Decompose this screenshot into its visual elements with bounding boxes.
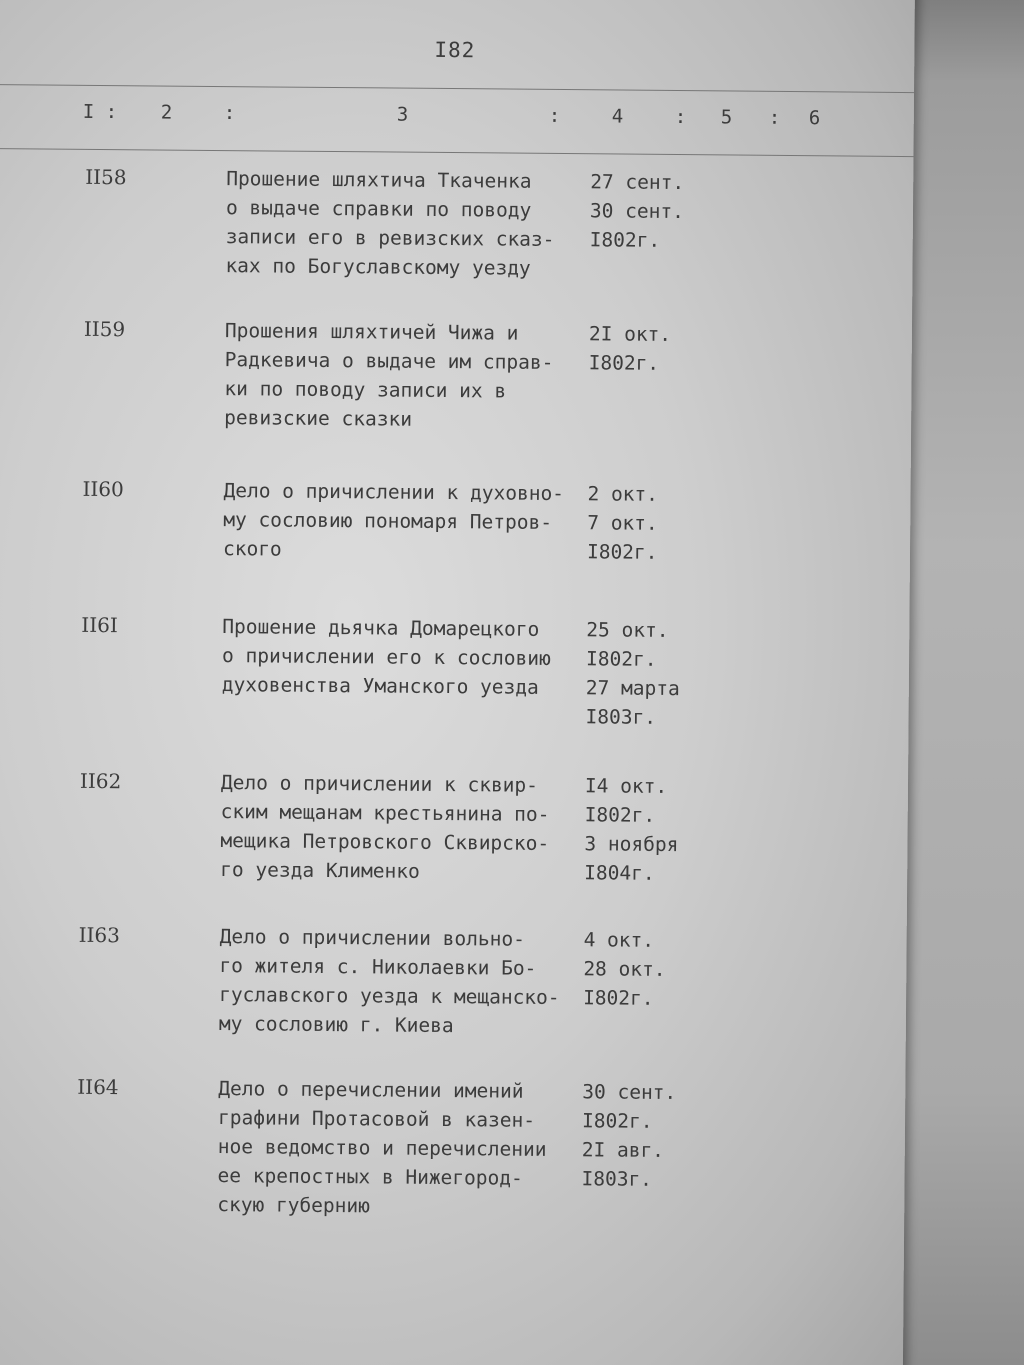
column-separator: : bbox=[768, 106, 781, 129]
entry-title bbox=[225, 164, 596, 283]
entry-dates bbox=[590, 167, 711, 255]
column-header-6: 6 bbox=[808, 107, 821, 130]
entry-title bbox=[223, 476, 594, 566]
title-line: Радкевича о выдаче им справ- bbox=[224, 348, 554, 374]
header-bottom-rule bbox=[0, 148, 913, 157]
column-header-2: 2 bbox=[160, 101, 173, 124]
title-line: ским мещанам крестьянина по- bbox=[220, 800, 550, 826]
date-line: 3 ноября bbox=[584, 832, 679, 857]
title-line: гуславского уезда к мещанско- bbox=[219, 983, 560, 1010]
title-line: скую губернию bbox=[217, 1193, 371, 1218]
entry-title bbox=[220, 768, 591, 887]
title-line: о причислении его к сословию bbox=[221, 644, 551, 670]
column-separator: : bbox=[548, 104, 561, 127]
date-line: I802г. bbox=[581, 1109, 653, 1133]
entry-row bbox=[0, 610, 909, 729]
title-line: ки по поводу записи их в bbox=[224, 377, 507, 403]
date-line: I803г. bbox=[581, 1167, 653, 1191]
title-line: ревизские сказки bbox=[224, 406, 413, 431]
entry-number: II62 bbox=[79, 768, 122, 794]
entry-title bbox=[224, 316, 595, 435]
header-top-rule bbox=[0, 84, 914, 93]
entry-title bbox=[219, 922, 590, 1041]
title-line: Прошения шляхтичей Чижа и bbox=[224, 319, 519, 345]
title-line: ное ведомство и перечислении bbox=[217, 1135, 547, 1161]
column-header-4: 4 bbox=[611, 105, 624, 128]
column-header-3: 3 bbox=[396, 103, 409, 126]
column-separator: : bbox=[223, 102, 236, 125]
title-line: графини Протасовой в казен- bbox=[217, 1106, 536, 1132]
date-line: I4 окт. bbox=[584, 774, 668, 798]
entry-dates bbox=[587, 479, 708, 567]
entry-row bbox=[0, 920, 907, 1038]
entry-dates bbox=[581, 1077, 702, 1194]
date-line: 7 окт. bbox=[587, 511, 658, 535]
date-line: I802г. bbox=[584, 803, 656, 827]
entry-dates bbox=[584, 771, 705, 888]
page-number: I82 bbox=[434, 37, 476, 63]
entry-row bbox=[0, 162, 913, 280]
title-line: ее крепостных в Нижегород- bbox=[217, 1164, 523, 1190]
title-line: ского bbox=[222, 537, 282, 561]
title-line: Дело о перечислении имений bbox=[218, 1077, 524, 1103]
date-line: I802г. bbox=[589, 228, 661, 252]
entry-row bbox=[0, 1072, 905, 1218]
title-line: Прошение шляхтича Ткаченка bbox=[226, 167, 532, 193]
title-line: мещика Петровского Сквирско- bbox=[220, 829, 550, 855]
date-line: 2I окт. bbox=[588, 322, 672, 346]
title-line: о выдаче справки по поводу bbox=[225, 196, 532, 222]
date-line: 30 сент. bbox=[589, 199, 685, 224]
entry-number: II59 bbox=[83, 316, 126, 342]
title-line: го уезда Клименко bbox=[220, 858, 420, 883]
title-line: му сословию пономаря Петров- bbox=[223, 508, 553, 534]
column-header-5: 5 bbox=[720, 106, 733, 129]
entry-number: II6I bbox=[81, 612, 118, 638]
column-separator: : bbox=[674, 105, 687, 129]
entry-dates bbox=[585, 615, 706, 732]
date-line: 27 марта bbox=[585, 676, 680, 701]
title-line: ках по Богуславскому уезду bbox=[225, 254, 531, 280]
entry-number: II58 bbox=[85, 164, 127, 190]
title-line: Прошение дьячка Домарецкого bbox=[222, 615, 540, 641]
date-line: I804г. bbox=[584, 861, 655, 885]
entry-title bbox=[217, 1074, 588, 1222]
entry-title bbox=[222, 612, 593, 702]
entry-row bbox=[0, 766, 908, 885]
date-line: 25 окт. bbox=[586, 618, 669, 642]
date-line: I802г. bbox=[585, 647, 657, 671]
title-line: го жителя с. Николаевки Бо- bbox=[219, 954, 537, 980]
date-line: 2I авг. bbox=[581, 1138, 665, 1162]
entry-row bbox=[0, 474, 911, 564]
entry-number: II63 bbox=[78, 922, 121, 948]
date-line: I802г. bbox=[583, 986, 654, 1010]
date-line: I803г. bbox=[585, 705, 657, 729]
title-line: записи его в ревизских сказ- bbox=[225, 225, 555, 251]
date-line: 27 сент. bbox=[590, 170, 685, 195]
entry-dates bbox=[583, 925, 704, 1013]
column-header-1: I : bbox=[82, 100, 118, 124]
entry-number: II64 bbox=[77, 1074, 119, 1100]
title-line: Дело о причислении вольно- bbox=[219, 925, 525, 951]
date-line: I802г. bbox=[588, 351, 660, 375]
date-line: 30 сент. bbox=[582, 1080, 677, 1105]
title-line: духовенства Уманского уезда bbox=[221, 673, 539, 699]
entry-row bbox=[0, 314, 912, 431]
title-line: Дело о причислении к духовно- bbox=[223, 479, 565, 506]
title-line: Дело о причислении к сквир- bbox=[220, 771, 539, 797]
date-line: I802г. bbox=[586, 540, 658, 564]
date-line: 2 окт. bbox=[587, 482, 659, 506]
entry-dates bbox=[589, 319, 710, 378]
entry-number: II60 bbox=[82, 476, 124, 502]
title-line: му сословию г. Киева bbox=[218, 1012, 454, 1038]
date-line: 28 окт. bbox=[583, 957, 666, 981]
date-line: 4 окт. bbox=[583, 928, 655, 952]
